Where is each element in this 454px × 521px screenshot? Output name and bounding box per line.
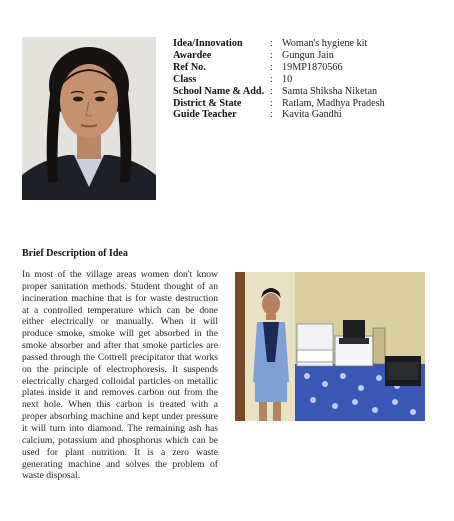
info-value: 10: [282, 73, 293, 85]
awardee-info-table: [173, 38, 385, 121]
info-value: Kavita Gandhi: [282, 109, 342, 121]
info-label: Ref No.: [173, 61, 206, 73]
info-row-class: [173, 74, 385, 86]
info-label: School Name & Add.: [173, 85, 265, 97]
info-colon: :: [270, 61, 273, 73]
info-row-awardee: [173, 50, 385, 62]
info-row-guide: [173, 109, 385, 121]
info-value: Gungun Jain: [282, 49, 334, 61]
info-colon: :: [270, 109, 273, 121]
info-value: Ratlam, Madhya Pradesh: [282, 97, 385, 109]
info-row-idea: [173, 38, 385, 50]
info-label: Guide Teacher: [173, 109, 237, 121]
info-colon: :: [270, 97, 273, 109]
info-colon: :: [270, 73, 273, 85]
description-paragraph: In most of the village areas women don't know proper sanitation methods. Student thought of an incineration machine that is for waste destruction at a controlled temperature which can be done either electrically or manually. When it will produce smoke, smoke will get absorbed in the smoke absorber and after that smoke particles are passed through the Cottrell precipitator that works on the principle of electrophoresis. It suspends electrically charged colloidal particles on metallic plates inside it and removes carbon out from the next hole. When this carbon is treated with a proper absorbing machine and kept under pressure it will turn into diamond. The remaining ash has calcium, potassium and phosphorus which can be used for plant nutrition. It is a zero waste generating machine and solves the problem of waste disposal.: [22, 269, 218, 482]
info-row-district: [173, 98, 385, 110]
info-value: Samta Shiksha Niketan: [282, 85, 378, 97]
info-colon: :: [270, 49, 273, 61]
project-photo: [235, 272, 425, 421]
info-value: 19MP1870566: [282, 61, 343, 73]
info-colon: :: [270, 38, 273, 49]
info-colon: :: [270, 85, 273, 97]
description-heading: Brief Description of Idea: [22, 248, 128, 259]
info-row-ref: [173, 62, 385, 74]
info-row-school: [173, 86, 385, 98]
info-label: Class: [173, 73, 197, 85]
info-label: Awardee: [173, 49, 212, 61]
info-value: Woman's hygiene kit: [282, 38, 368, 49]
info-label: District & State: [173, 97, 242, 109]
awardee-portrait: [22, 37, 156, 200]
info-label: Idea/Innovation: [173, 38, 243, 49]
